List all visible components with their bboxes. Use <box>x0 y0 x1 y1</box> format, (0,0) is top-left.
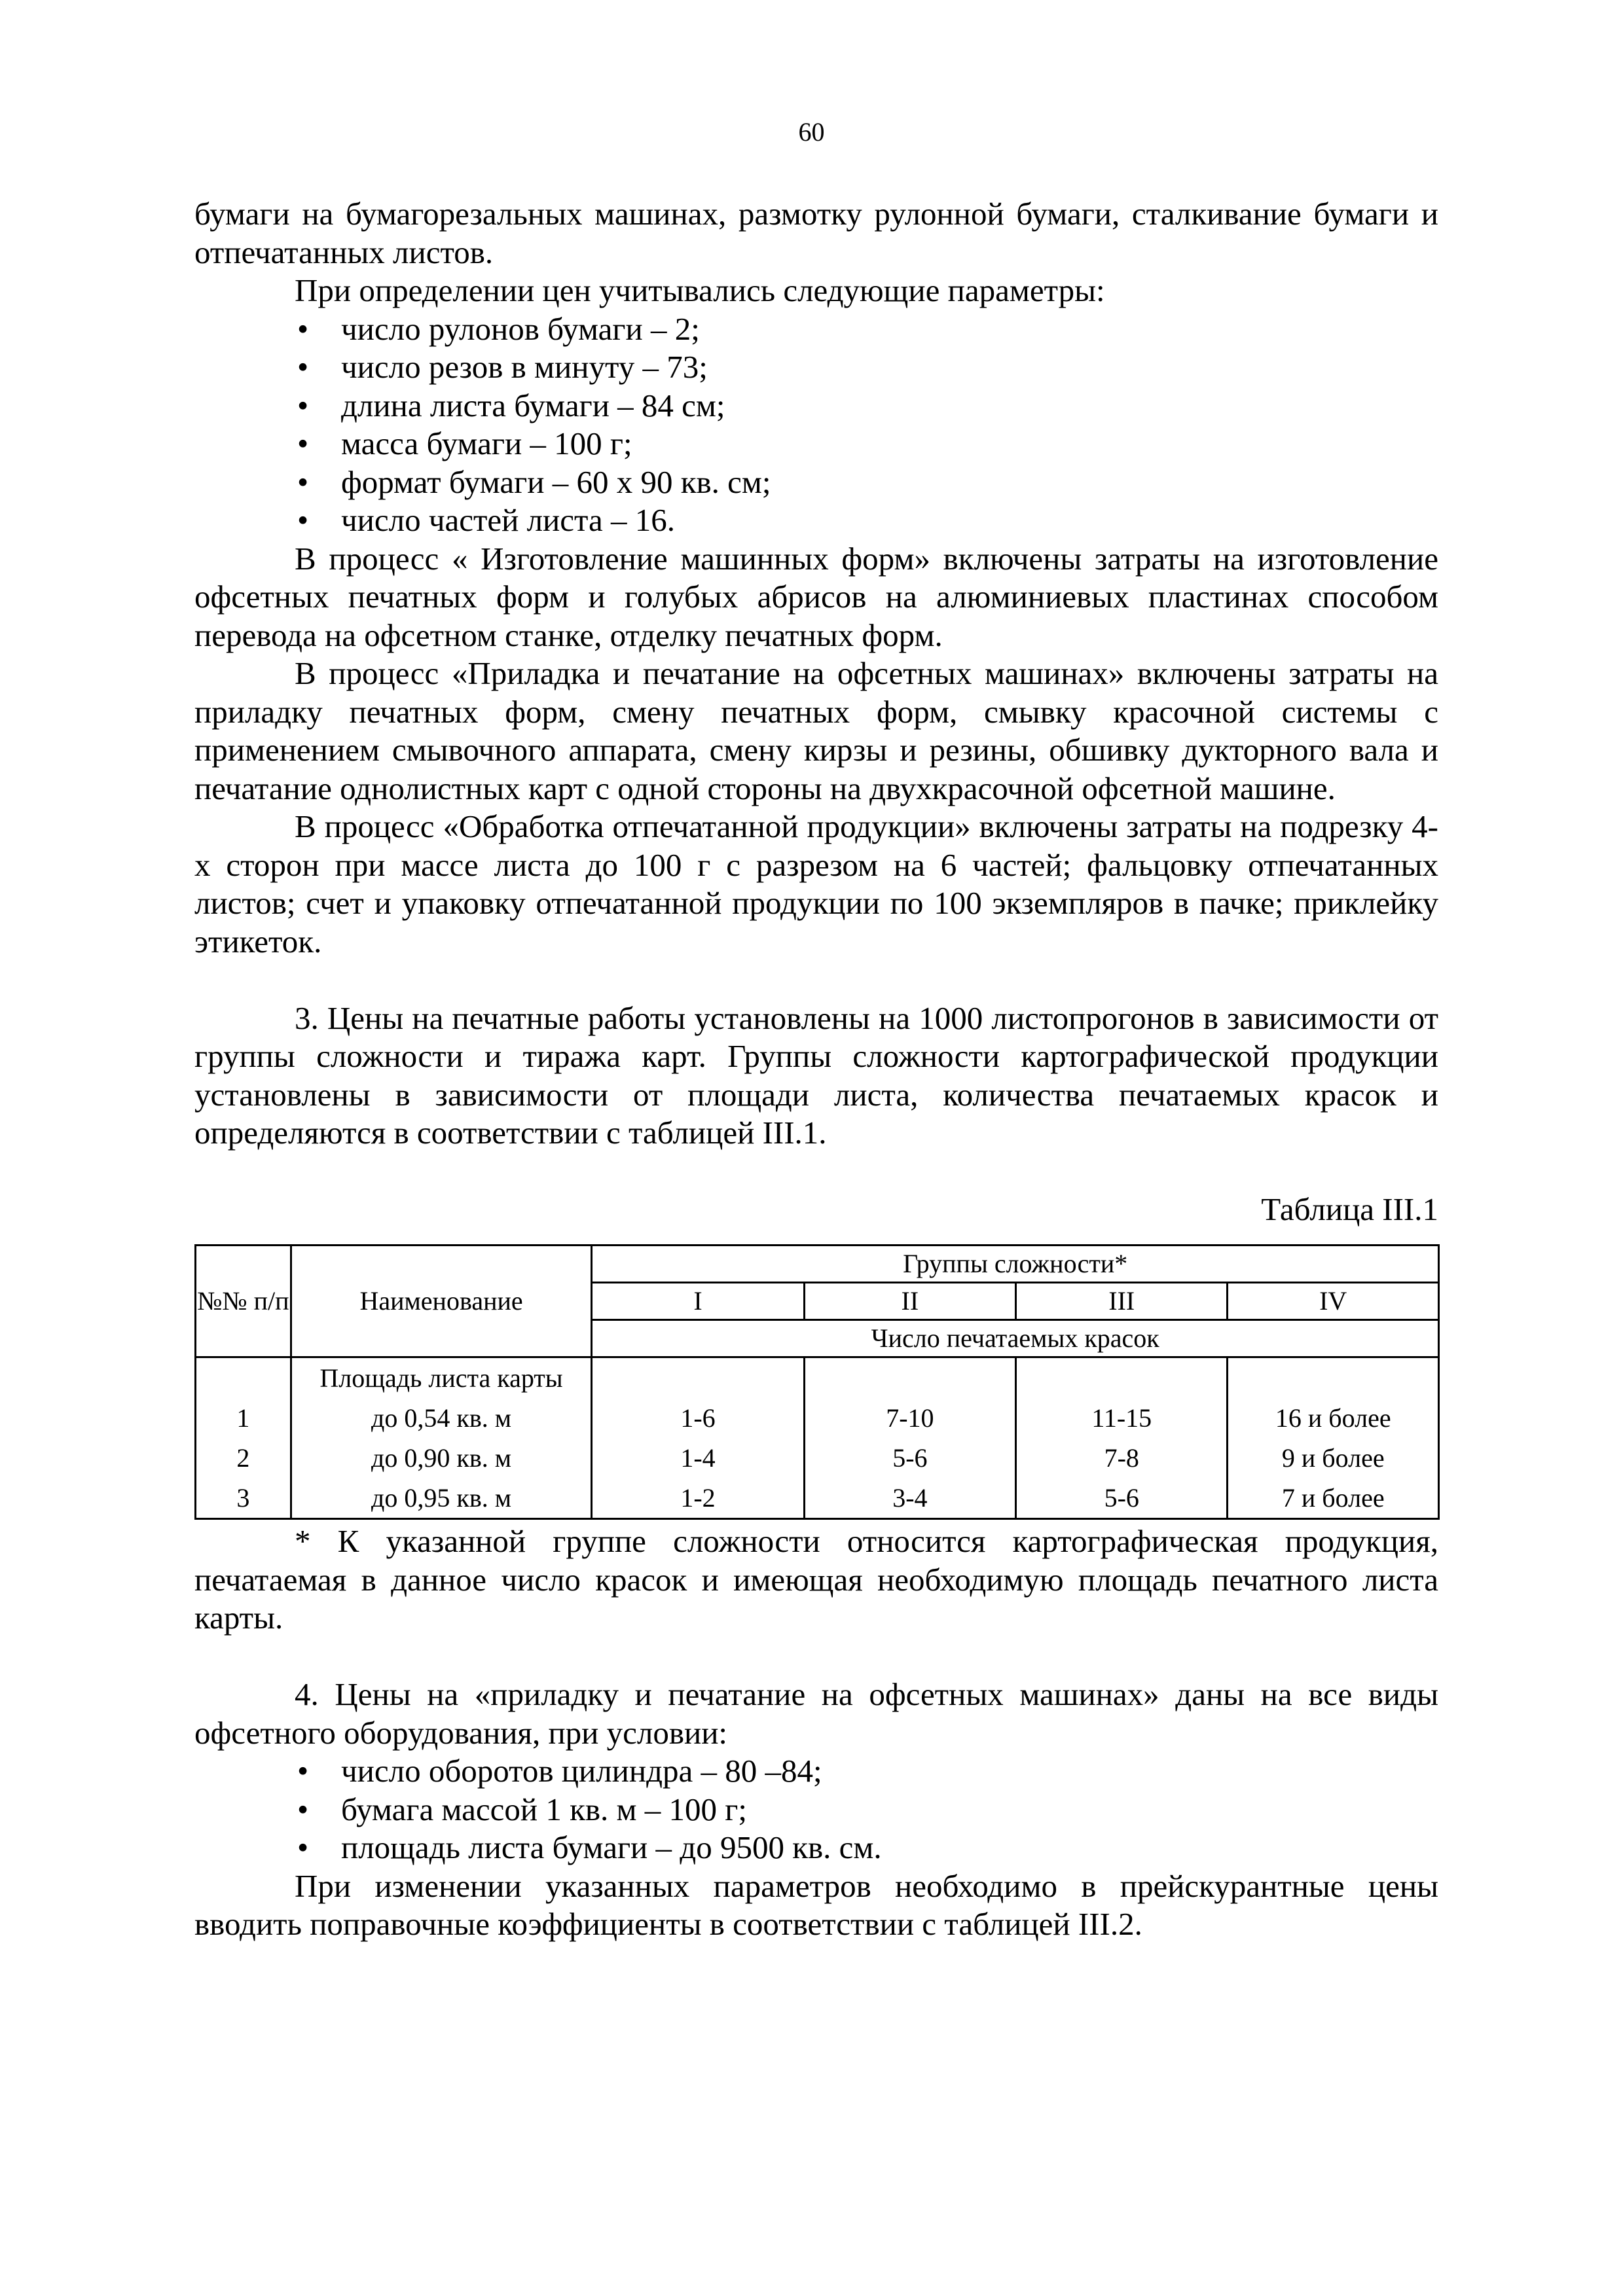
table-cell: 16 и более <box>1275 1403 1391 1433</box>
table-cell: до 0,90 кв. м <box>371 1443 512 1473</box>
page-number: 60 <box>798 117 825 147</box>
group-4-column <box>1228 1357 1439 1519</box>
group-2: II <box>804 1283 1015 1320</box>
group-1-column <box>592 1357 804 1519</box>
table-caption: Таблица III.1 <box>1261 1191 1438 1227</box>
header-name: Наименование <box>291 1246 592 1357</box>
params-list <box>194 310 1438 540</box>
complexity-table <box>194 1244 1440 1520</box>
section-4: 4. Цены на «приладку и печатание на офсетных машинах» даны на все виды офсетного оборудования, при условии: <box>194 1676 1438 1751</box>
table-cell: 9 и более <box>1281 1443 1385 1473</box>
name-column <box>291 1357 592 1519</box>
table-cell: до 0,95 кв. м <box>371 1483 512 1513</box>
paragraph: В процесс « Изготовление машинных форм» включены затраты на изготовление офсетных печатных форм и голубых абрисов на алюминиевых пластинах способом перевода на офсетном станке, отделку печатных форм. <box>194 540 1438 653</box>
header-groups: Группы сложности* <box>592 1246 1439 1283</box>
table-cell: 11-15 <box>1091 1403 1152 1433</box>
table-cell: до 0,54 кв. м <box>371 1403 512 1433</box>
list-item: • формат бумаги – 60 х 90 кв. см; <box>194 463 1438 502</box>
paragraph: В процесс «Приладка и печатание на офсетных машинах» включены затраты на приладку печатных форм, смену печатных форм, смывку красочной системы с применением смывочного аппарата, смену кирзы и резины, обшивку дукторного вала и печатание однолистных карт с одной стороны на двухкрасочной офсетной машине. <box>194 655 1438 806</box>
list-item: • площадь листа бумаги – до 9500 кв. см. <box>194 1829 1438 1867</box>
section-label: Площадь листа карты <box>319 1363 563 1393</box>
table-cell: 5-6 <box>892 1443 928 1473</box>
num-column <box>196 1357 291 1519</box>
group-4: IV <box>1228 1283 1439 1320</box>
conditions-list <box>194 1752 1438 1867</box>
intro-paragraph: бумаги на бумагорезальных машинах, размотку рулонной бумаги, сталкивание бумаги и отпечатанных листов. <box>194 196 1438 270</box>
document-body <box>194 195 1438 1944</box>
list-item: • число частей листа – 16. <box>194 501 1438 540</box>
list-item: • длина листа бумаги – 84 см; <box>194 387 1438 425</box>
list-item: • число рулонов бумаги – 2; <box>194 310 1438 349</box>
table-cell: 1-2 <box>680 1483 716 1513</box>
table-cell: 2 <box>236 1443 250 1473</box>
group-3: III <box>1016 1283 1228 1320</box>
group-3-column <box>1016 1357 1228 1519</box>
table-footnote: * К указанной группе сложности относится картографическая продукция, печатаемая в данное число красок и имеющая необходимую площадь печатного листа карты. <box>194 1523 1438 1636</box>
list-item: • число резов в минуту – 73; <box>194 348 1438 387</box>
list-item: • масса бумаги – 100 г; <box>194 425 1438 463</box>
group-2-column <box>804 1357 1015 1519</box>
table-cell: 7 и более <box>1281 1483 1385 1513</box>
header-num: №№ п/п <box>196 1246 291 1357</box>
table-cell: 1-4 <box>680 1443 716 1473</box>
table-cell: 1-6 <box>680 1403 716 1433</box>
list-item: • бумага массой 1 кв. м – 100 г; <box>194 1791 1438 1829</box>
section-3: 3. Цены на печатные работы установлены на 1000 листопрогонов в зависимости от группы сложности и тиража карт. Группы сложности картографической продукции установлены в зависимости от площади листа, количества печатаемых красок и определяются в соответствии с таблицей III.1. <box>194 999 1438 1151</box>
table-cell: 7-8 <box>1104 1443 1139 1473</box>
table-cell: 1 <box>236 1403 250 1433</box>
params-heading: При определении цен учитывались следующие параметры: <box>295 272 1105 308</box>
closing-paragraph: При изменении указанных параметров необходимо в прейскурантные цены вводить поправочные коэффициенты в соответствии с таблицей III.2. <box>194 1867 1438 1942</box>
paragraph: В процесс «Обработка отпечатанной продукции» включены затраты на подрезку 4-х сторон при массе листа до 100 г с разрезом на 6 частей; фальцовку отпечатанных листов; счет и упаковку отпечатанной продукции по 100 экземпляров в пачке; приклейку этикеток. <box>194 808 1438 960</box>
group-1: I <box>592 1283 804 1320</box>
list-item: • число оборотов цилиндра – 80 –84; <box>194 1752 1438 1791</box>
table-cell: 3 <box>236 1483 250 1513</box>
table-cell: 7-10 <box>886 1403 934 1433</box>
header-colors: Число печатаемых красок <box>592 1320 1439 1357</box>
table-cell: 5-6 <box>1104 1483 1139 1513</box>
table-cell: 3-4 <box>892 1483 928 1513</box>
